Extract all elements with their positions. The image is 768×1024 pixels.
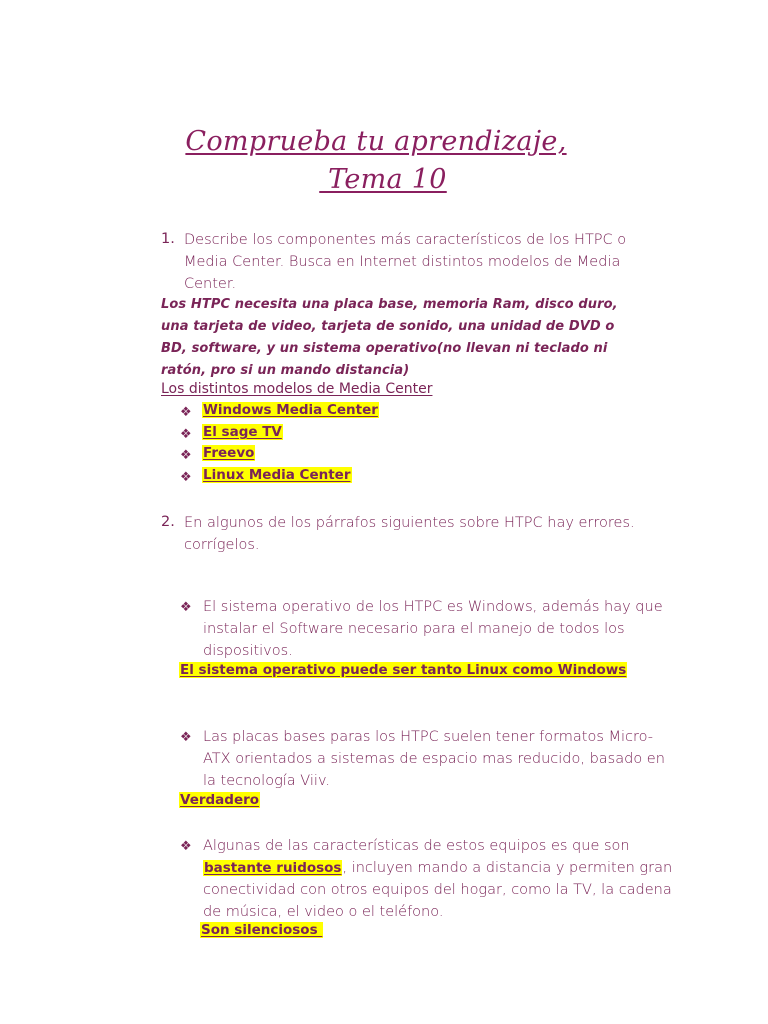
title-line-2: Tema 10 — [319, 164, 447, 195]
statement-line: de música, el video o el teléfono. — [203, 904, 444, 920]
statement-line: la tecnología Viiv. — [203, 773, 331, 789]
diamond-bullet-icon: ❖ — [180, 405, 192, 420]
statement-2-answer: Verdadero — [180, 792, 260, 808]
question-1-line: Center. — [184, 276, 237, 292]
models-heading: Los distintos modelos de Media Center — [161, 381, 433, 397]
diamond-bullet-icon: ❖ — [180, 600, 192, 615]
highlighted-error: bastante ruidosos — [204, 860, 342, 876]
question-1-line: Describe los componentes más característicos de los HTPC o — [184, 232, 627, 248]
question-1-number: 1. — [161, 231, 175, 247]
question-2-number: 2. — [161, 514, 175, 530]
answer-line: BD, software, y un sistema operativo(no llevan ni teclado ni — [161, 341, 613, 356]
diamond-bullet-icon: ❖ — [180, 839, 192, 854]
statement-line: El sistema operativo de los HTPC es Windows, además hay que — [203, 599, 663, 615]
statement-line: conectividad con otros equipos del hogar, como la TV, la cadena — [203, 882, 672, 898]
statement-1-answer: El sistema operativo puede ser tanto Linux como Windows — [180, 662, 627, 678]
model-item: Freevo — [203, 445, 255, 461]
statement-line: Las placas bases paras los HTPC suelen tener formatos Micro- — [203, 729, 654, 745]
statement-line-tail: , incluyen mando a distancia y permiten gran — [342, 860, 673, 876]
statement-3-answer: Son silenciosos — [201, 922, 323, 938]
statement-line: Algunas de las características de estos equipos es que son — [203, 838, 630, 854]
model-item: El sage TV — [203, 424, 282, 440]
question-2-line: En algunos de los párrafos siguientes sobre HTPC hay errores. — [184, 515, 635, 531]
model-item: Windows Media Center — [203, 402, 378, 418]
diamond-bullet-icon: ❖ — [180, 730, 192, 745]
question-1-line: Media Center. Busca en Internet distintos modelos de Media — [184, 254, 621, 270]
statement-line: ATX orientados a sistemas de espacio mas reducido, basado en — [203, 751, 665, 767]
diamond-bullet-icon: ❖ — [180, 470, 192, 485]
model-item: Linux Media Center — [203, 467, 351, 483]
answer-line: Los HTPC necesita una placa base, memoria Ram, disco duro, — [161, 297, 623, 312]
answer-line: una tarjeta de video, tarjeta de sonido, una unidad de DVD o — [161, 319, 615, 334]
statement-line — [203, 857, 672, 879]
statement-line: dispositivos. — [203, 643, 293, 659]
diamond-bullet-icon: ❖ — [180, 427, 192, 442]
diamond-bullet-icon: ❖ — [180, 448, 192, 463]
statement-line: instalar el Software necesario para el manejo de todos los — [203, 621, 625, 637]
answer-line: ratón, pro si un mando distancia) — [161, 363, 410, 378]
question-2-line: corrígelos. — [184, 537, 260, 553]
title-line-1: Comprueba tu aprendizaje, — [185, 126, 567, 157]
